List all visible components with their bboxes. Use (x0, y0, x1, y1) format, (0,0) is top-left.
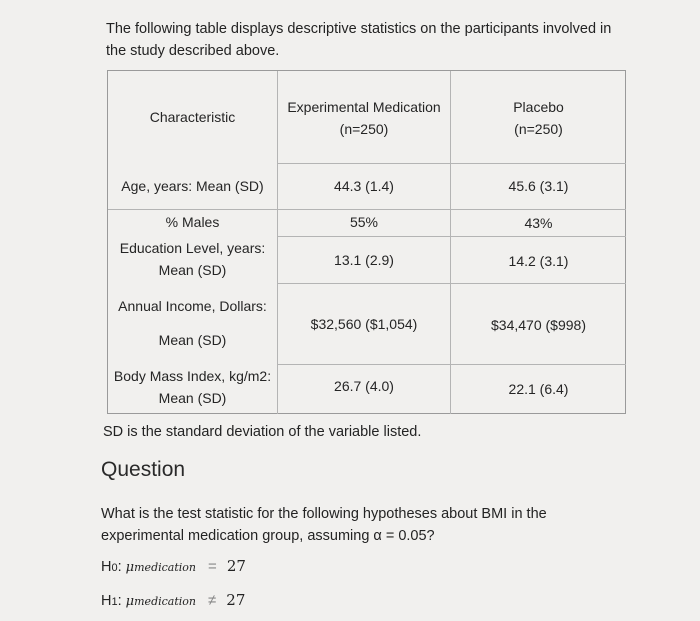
not-equals-sign: ≠ (208, 592, 217, 609)
row-income-label (108, 295, 277, 351)
header-experimental-n: (n=250) (339, 121, 389, 137)
row-label: Age, years: Mean (SD) (121, 178, 264, 194)
row-bmi-placebo (451, 378, 626, 400)
mu-symbol: μ (125, 594, 135, 609)
mu-subscript: medication (134, 595, 196, 608)
row-divider (277, 283, 626, 284)
row-age-placebo (451, 175, 626, 197)
row-bmi-experimental (278, 375, 450, 397)
row-divider (108, 209, 626, 210)
header-placebo-title: Placebo (513, 99, 564, 115)
row-label: % Males (165, 214, 220, 230)
question-text: What is the test statistic for the following hypotheses about BMI in the experimental medication group, assuming α = 0.05? (101, 506, 547, 544)
table-footnote: SD is the standard deviation of the variable listed. (103, 424, 422, 440)
row-label: Mean (SD) (158, 332, 227, 348)
hypothesis-subscript: 0 (111, 562, 118, 574)
cell-value: $32,560 ($1,054) (310, 316, 418, 332)
mu-symbol: μ (125, 560, 135, 575)
cell-value: 13.1 (2.9) (334, 252, 394, 268)
hypothesis-colon: : (117, 593, 122, 609)
cell-value: 44.3 (1.4) (334, 178, 394, 194)
header-placebo (451, 96, 626, 140)
statistics-table (107, 70, 626, 414)
header-experimental-title: Experimental Medication (287, 99, 441, 115)
row-education-label (108, 237, 277, 281)
header-characteristic-label: Characteristic (149, 109, 236, 125)
hypothesis-colon: : (117, 559, 122, 575)
row-males-placebo (451, 212, 626, 234)
hypothesis-label: H (101, 559, 112, 575)
cell-value: 43% (524, 215, 553, 231)
row-males-label (108, 211, 277, 233)
row-label: Body Mass Index, kg/m2: (113, 368, 272, 384)
hypothesis-subscript: 1 (111, 596, 118, 608)
cell-value: 26.7 (4.0) (334, 378, 394, 394)
row-bmi-label (108, 365, 277, 409)
row-label: Education Level, years: (119, 240, 266, 256)
equals-sign: = (208, 558, 217, 575)
hypothesis-value: 27 (226, 591, 246, 609)
intro-text: The following table displays descriptive statistics on the participants involved in the study described above. (106, 21, 612, 59)
cell-value: 22.1 (6.4) (508, 381, 569, 397)
header-characteristic (108, 106, 277, 128)
row-income-experimental (278, 313, 450, 335)
row-divider (277, 364, 626, 365)
header-placebo-n: (n=250) (514, 121, 563, 137)
cell-value: 55% (349, 214, 379, 230)
alternative-hypothesis (101, 591, 245, 609)
mu-subscript: medication (134, 561, 196, 574)
cell-value: $34,470 ($998) (491, 317, 586, 333)
row-education-experimental (278, 249, 450, 271)
row-income-placebo (451, 314, 626, 336)
row-divider (277, 236, 626, 237)
null-hypothesis (101, 557, 246, 575)
hypothesis-value: 27 (226, 557, 246, 575)
row-age-label (108, 175, 277, 197)
row-males-experimental (278, 211, 450, 233)
row-label: Annual Income, Dollars: (118, 298, 267, 314)
row-label: Mean (SD) (158, 390, 227, 406)
question-heading: Question (101, 458, 186, 481)
row-label: Mean (SD) (158, 262, 227, 278)
row-education-placebo (451, 250, 626, 272)
hypothesis-label: H (101, 593, 112, 609)
header-experimental (278, 96, 450, 140)
cell-value: 45.6 (3.1) (508, 178, 569, 194)
row-age-experimental (278, 175, 450, 197)
cell-value: 14.2 (3.1) (508, 253, 569, 269)
row-divider (277, 163, 626, 164)
